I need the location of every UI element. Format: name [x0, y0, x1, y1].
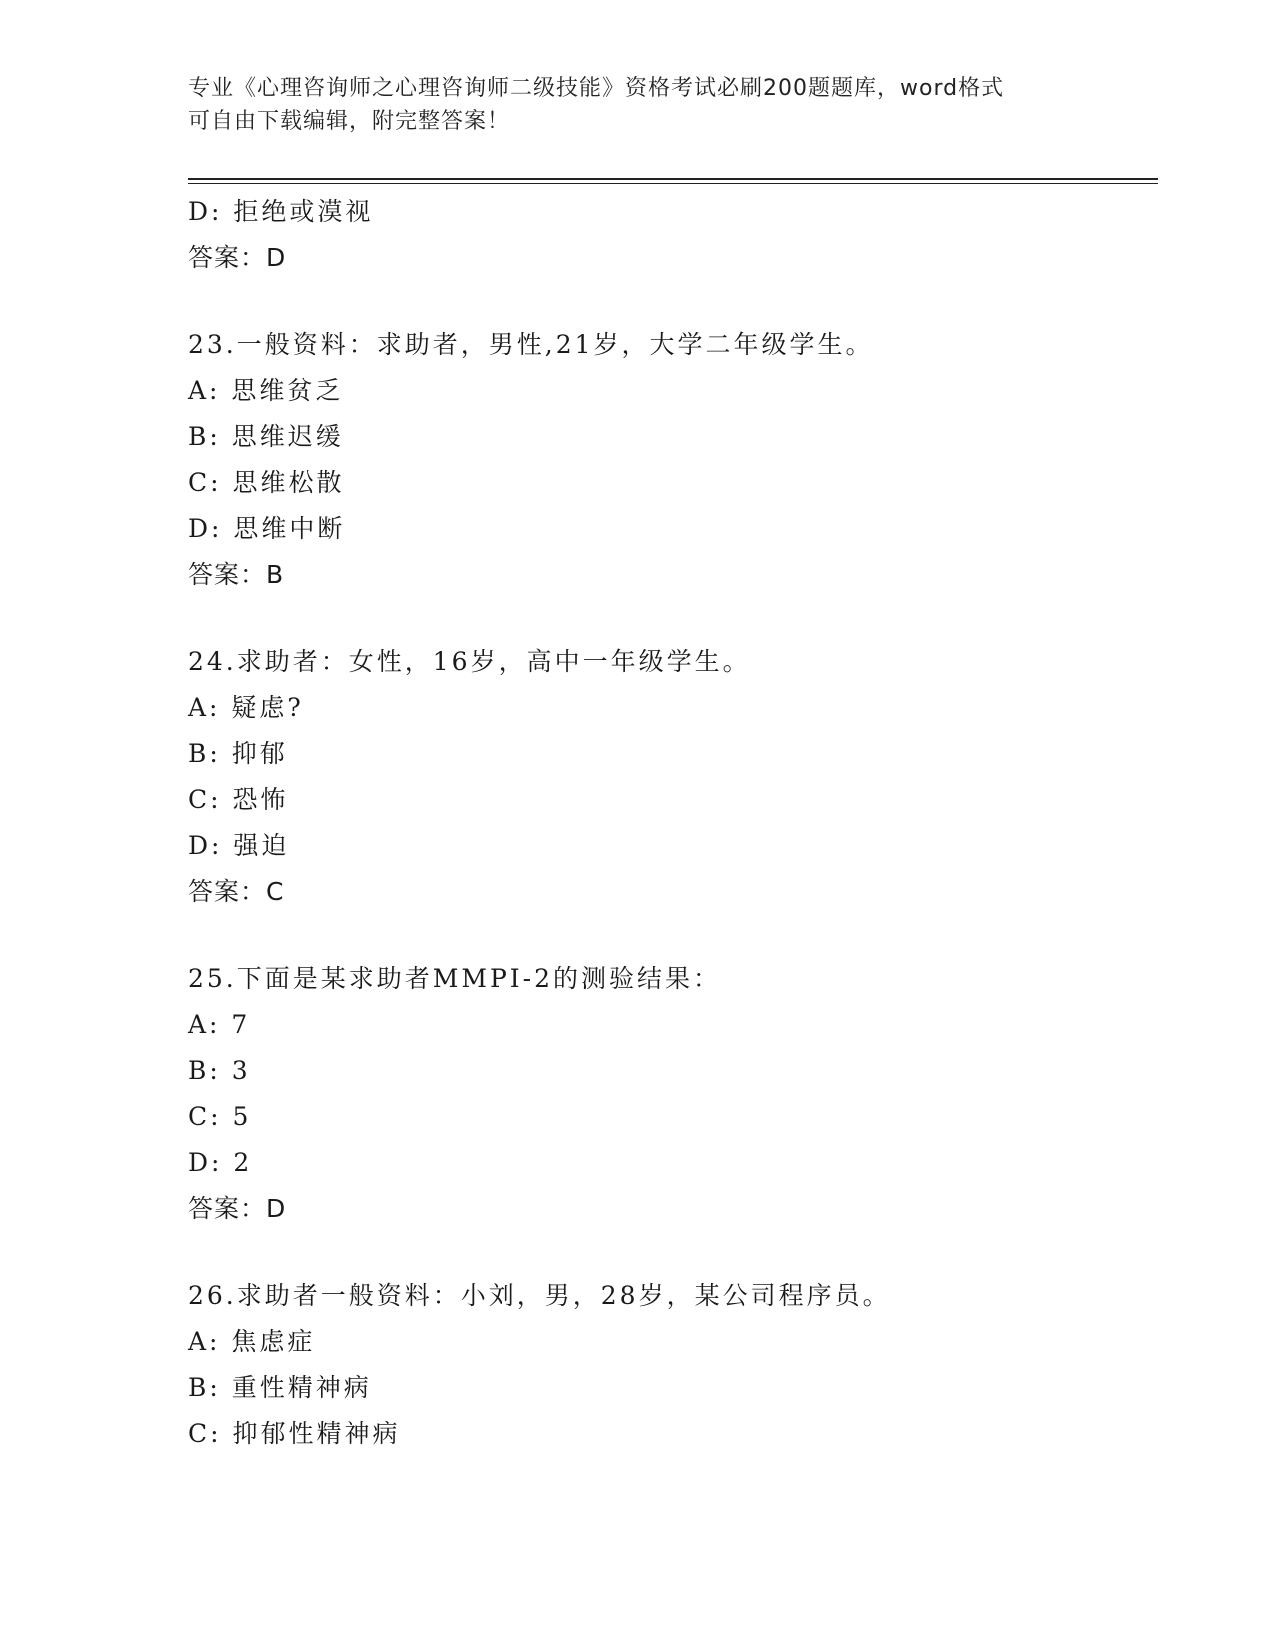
option-a: A: 焦虑症	[188, 1327, 316, 1356]
option-c: C: 思维松散	[188, 468, 345, 497]
answer-line: 答案：C	[188, 877, 285, 906]
answer-line: 答案：D	[188, 1194, 287, 1223]
option-c: C: 5	[188, 1102, 252, 1131]
spacer	[188, 1232, 1158, 1273]
question-stem: 23.一般资料：求助者，男性,21岁，大学二年级学生。	[188, 330, 874, 359]
spacer	[188, 281, 1158, 322]
spacer	[188, 598, 1158, 639]
option-b: B: 思维迟缓	[188, 422, 344, 451]
option-a: A: 思维贫乏	[188, 376, 344, 405]
answer-line: 答案：B	[188, 560, 285, 589]
header-divider-thin	[188, 183, 1158, 184]
spacer	[188, 915, 1158, 956]
option-a: A: 疑虑?	[188, 693, 304, 722]
header-divider-thick	[188, 178, 1158, 180]
question-block-23	[188, 322, 1158, 598]
option-b: B: 3	[188, 1056, 251, 1085]
header-title-line-2: 可自由下载编辑，附完整答案！	[188, 109, 511, 134]
option-d: D: 2	[188, 1148, 253, 1177]
option-d: D: 拒绝或漠视	[188, 197, 374, 226]
document-header	[188, 72, 1088, 138]
option-d: D: 强迫	[188, 831, 290, 860]
option-b: B: 重性精神病	[188, 1373, 372, 1402]
option-c: C: 抑郁性精神病	[188, 1419, 401, 1448]
question-stem: 26.求助者一般资料：小刘，男，28岁，某公司程序员。	[188, 1281, 891, 1310]
option-d: D: 思维中断	[188, 514, 346, 543]
option-c: C: 恐怖	[188, 785, 289, 814]
answer-line: 答案：D	[188, 243, 287, 272]
question-block-22	[188, 189, 1158, 281]
question-block-26	[188, 1273, 1158, 1457]
option-b: B: 抑郁	[188, 739, 288, 768]
question-stem: 24.求助者：女性，16岁，高中一年级学生。	[188, 647, 751, 676]
question-block-24	[188, 639, 1158, 915]
header-title-line-1: 专业《心理咨询师之心理咨询师二级技能》资格考试必刷200题题库，word格式	[188, 76, 1005, 101]
question-list	[188, 189, 1158, 1457]
question-stem: 25.下面是某求助者MMPI-2的测验结果：	[188, 964, 722, 993]
question-block-25	[188, 956, 1158, 1232]
option-a: A: 7	[188, 1010, 251, 1039]
